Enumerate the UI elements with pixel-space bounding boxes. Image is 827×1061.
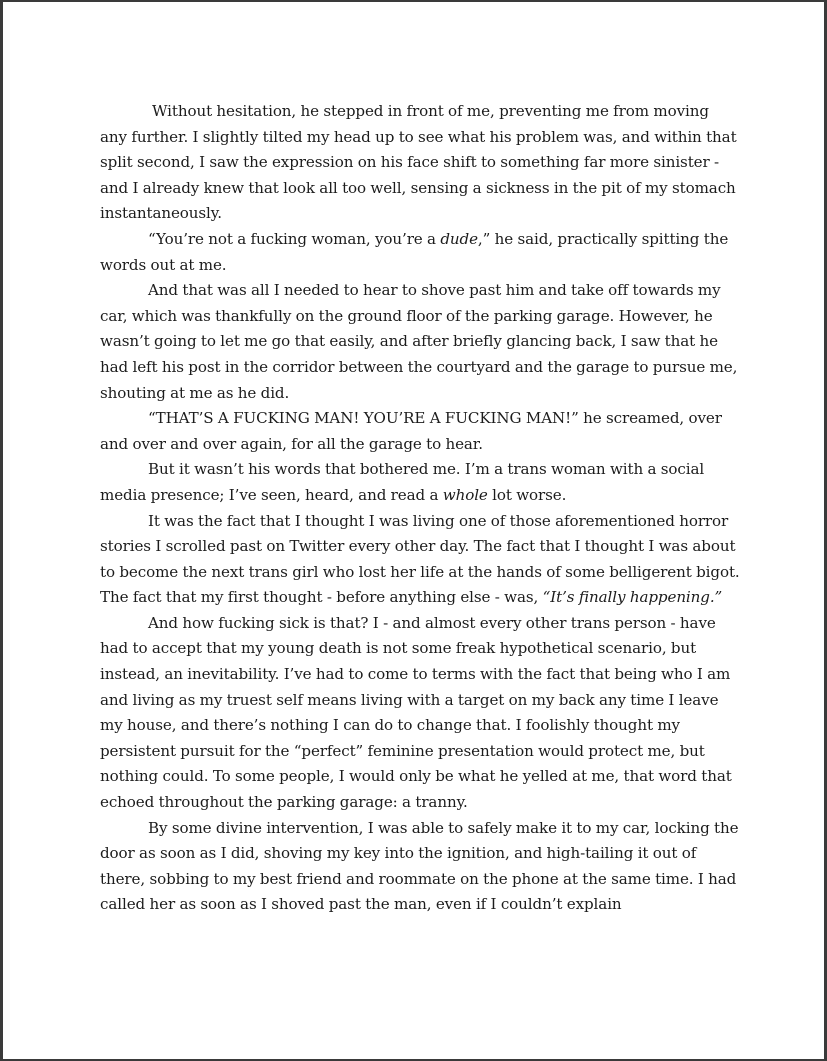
text-run: By some divine intervention, I was able to safely make it to my car, locking the door as soon as I did, shoving my key into the ignition, and high-tailing it out of there, sobbing to my best friend and roommate on the phone at the same time. I had called her as soon as I shoved past the man, even if I couldn’t explain [100,818,739,914]
paragraph [100,816,740,918]
paragraph [100,278,740,406]
text-run: It was the fact that I thought I was living one of those aforementioned horror stories I scrolled past on Twitter every other day. The fact that I thought I was about to become the next trans girl who lost her life at the hands of some belligerent bigot. The fact that my first thought - before anything else - was, [100,511,740,607]
document-page [3,2,824,1059]
paragraph [100,99,740,227]
text-run: But it wasn’t his words that bothered me. I’m a trans woman with a social media presence; I’ve seen, heard, and read a [100,460,705,504]
text-run: ,” he said, practically spitting the words out at me. [100,229,729,274]
text-run: Without hesitation, he stepped in front of me, preventing me from moving any further. I slightly tilted my head up to see what his problem was, and within that split second, I saw the expression on his face shift to something far more sinister - and I already knew that look all too well, sensing a sickness in the pit of my stomach instantaneously. [100,102,737,223]
paragraph [100,509,740,611]
paragraph [100,611,740,816]
paragraph [100,227,740,278]
text-run: And how fucking sick is that? I - and almost every other trans person - have had to accept that my young death is not some freak hypothetical scenario, but instead, an inevitability. I’ve had to come to terms with the fact that being who I am and living as my truest self means living with a target on my back any time I leave my house, and there’s nothing I can do to change that. I foolishly thought my persistent pursuit for the “perfect” feminine presentation would protect me, but nothing could. To some people, I would only be what he yelled at me, that word that echoed throughout the parking garage: a tranny. [100,613,732,812]
text-run: And that was all I needed to hear to shove past him and take off towards my car, which was thankfully on the ground floor of the parking garage. However, he wasn’t going to let me go that easily, and after briefly glancing back, I saw that he had left his post in the corridor between the courtyard and the garage to pursue me, shouting at me as he did. [100,281,738,402]
document-body [100,99,740,918]
text-run: “THAT’S A FUCKING MAN! YOU’RE A FUCKING MAN!” he screamed, over and over and over again, for all the garage to hear. [100,409,722,453]
paragraph [100,406,740,457]
paragraph [100,457,740,508]
text-run: “You’re not a fucking woman, you’re a [148,229,441,248]
italic-text-run: “It’s finally happening.” [542,588,723,607]
text-run: lot worse. [487,485,567,504]
italic-text-run: whole [442,485,488,504]
italic-text-run: dude [440,229,478,248]
